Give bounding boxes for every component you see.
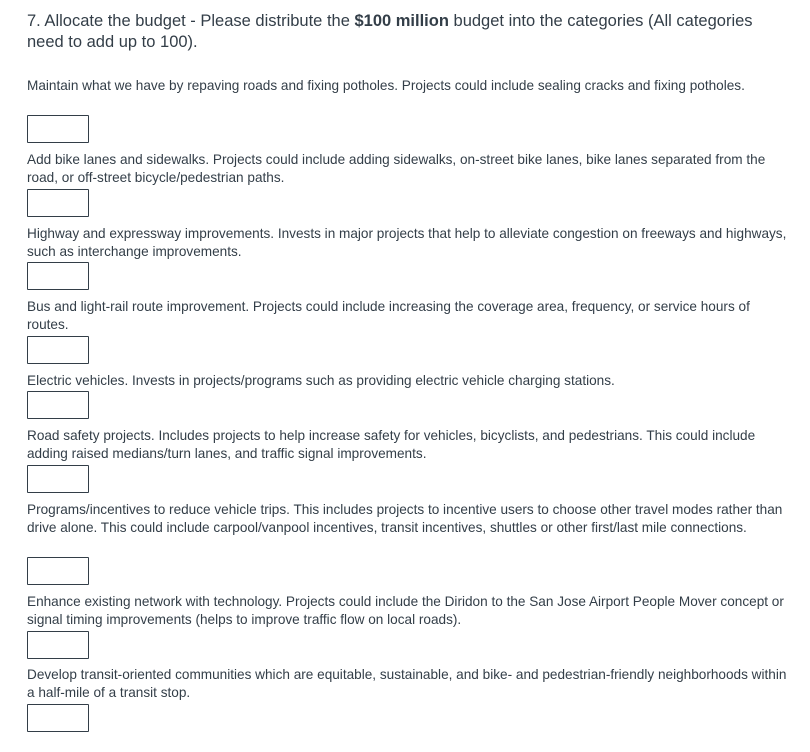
category-label-maintain-roads: Maintain what we have by repaving roads and fixing potholes. Projects could include sealing cracks and fixing potholes. — [27, 78, 745, 93]
amount-input-electric-vehicles[interactable] — [27, 391, 89, 419]
question-suffix: budget into the categories (All categories need to add up to 100). — [27, 12, 753, 51]
question-title — [27, 11, 787, 53]
question-budget-amount: $100 million — [354, 12, 449, 30]
amount-input-transit-communities[interactable] — [27, 704, 89, 732]
category-label-bike-lanes: Add bike lanes and sidewalks. Projects could include adding sidewalks, on-street bike lanes, bike lanes separated from the road, or off-street bicycle/pedestrian paths. — [27, 152, 766, 185]
category-label-bus-light-rail: Bus and light-rail route improvement. Projects could include increasing the coverage area, frequency, or service hours of routes. — [27, 299, 750, 332]
amount-input-road-safety[interactable] — [27, 465, 89, 493]
amount-input-bus-light-rail[interactable] — [27, 336, 89, 364]
category-label-technology: Enhance existing network with technology. Projects could include the Diridon to the San Jose Airport People Mover concept or signal timing improvements (helps to improve traffic flow on local roads). — [27, 594, 784, 627]
amount-input-highway[interactable] — [27, 262, 89, 290]
category-label-transit-communities: Develop transit-oriented communities which are equitable, sustainable, and bike- and pedestrian-friendly neighborhoods within a half-mile of a transit stop. — [27, 667, 787, 700]
category-label-electric-vehicles: Electric vehicles. Invests in projects/programs such as providing electric vehicle charging stations. — [27, 373, 615, 388]
category-label-highway: Highway and expressway improvements. Invests in major projects that help to alleviate congestion on freeways and highways, such as interchange improvements. — [27, 226, 787, 259]
amount-input-maintain-roads[interactable] — [27, 115, 89, 143]
amount-input-reduce-trips[interactable] — [27, 557, 89, 585]
category-label-road-safety: Road safety projects. Includes projects to help increase safety for vehicles, bicyclists, and pedestrians. This could include adding raised medians/turn lanes, and traffic signal improvements. — [27, 428, 756, 461]
amount-input-bike-lanes[interactable] — [27, 189, 89, 217]
amount-input-technology[interactable] — [27, 631, 89, 659]
question-prefix: 7. Allocate the budget - Please distribute the — [27, 12, 355, 30]
category-label-reduce-trips: Programs/incentives to reduce vehicle trips. This includes projects to incentive users to choose other travel modes rather than drive alone. This could include carpool/vanpool incentives, transit incentives, shuttles or other first/last mile connections. — [27, 502, 783, 535]
